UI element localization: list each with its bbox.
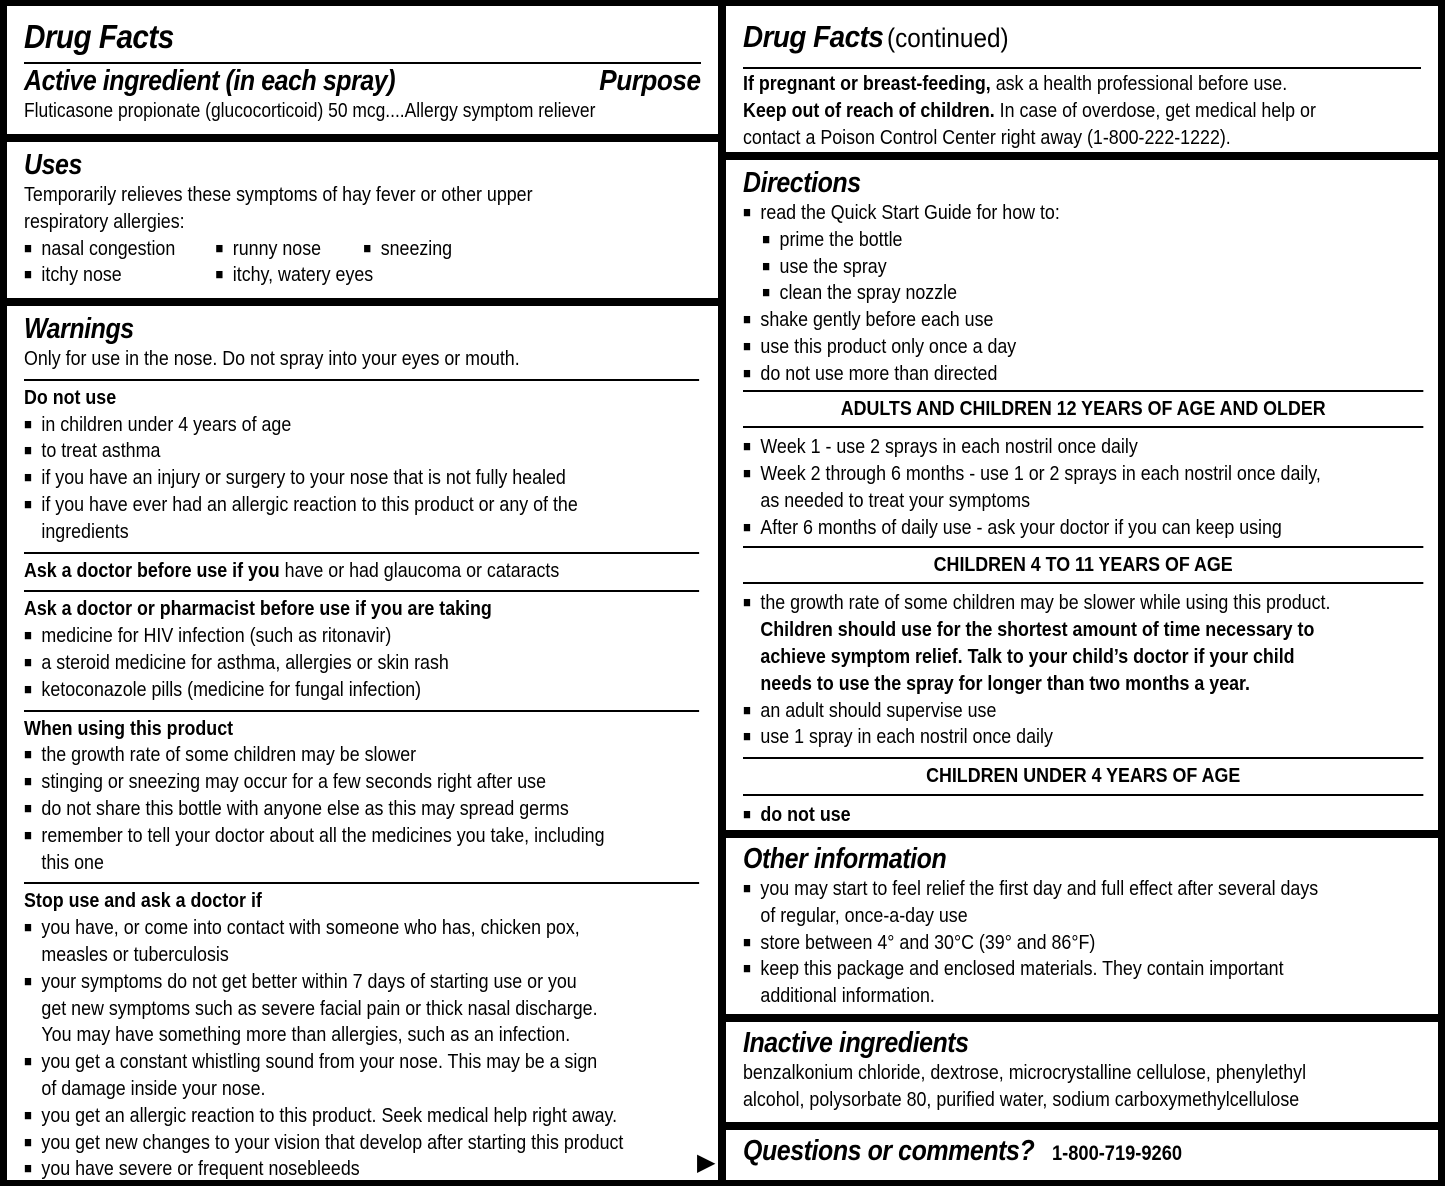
ask-doctor-bold: Ask a doctor before use if you	[24, 558, 280, 582]
ask-doctor-text: have or had glaucoma or cataracts	[279, 558, 560, 582]
drug-facts-title: Drug Facts	[24, 18, 174, 55]
uses-heading: Uses	[24, 149, 82, 181]
direction-subitem: ■ use the spray	[762, 254, 1423, 281]
poison-control-line: contact a Poison Control Center right away (1-800-222-1222).	[743, 125, 1231, 149]
adults-header	[743, 390, 1423, 429]
warning-item-continued: ingredients	[41, 519, 129, 543]
uses-panel	[7, 142, 718, 298]
symptom-item: ■ runny nose	[215, 236, 363, 263]
warning-item: ■ remember to tell your doctor about all the medicines you take, including	[24, 823, 699, 850]
under4-heading: CHILDREN UNDER 4 YEARS OF AGE	[926, 764, 1241, 788]
stop-use-section	[24, 882, 699, 1180]
other-info-item: ■ you may start to feel relief the first day and full effect after several days	[743, 876, 1423, 903]
warning-item: ■ you get an allergic reaction to this product. Seek medical help right away.	[24, 1103, 699, 1130]
inactive-ingredients-panel	[726, 1022, 1438, 1122]
warning-item: ■ if you have ever had an allergic reaction to this product or any of the	[24, 492, 699, 519]
child-dose-item: ■ use 1 spray in each nostril once daily	[743, 724, 1423, 751]
under4-item: ■ do not use	[743, 802, 1423, 829]
warning-item-continued: this one	[41, 850, 104, 874]
direction-item: ■ shake gently before each use	[743, 307, 1423, 334]
continued-title: Drug Facts	[743, 19, 884, 54]
ask-pharmacist-section	[24, 590, 699, 703]
other-info-continued: additional information.	[760, 984, 935, 1008]
child-warning-bold: needs to use the spray for longer than two months a year.	[760, 671, 1250, 695]
children-heading: CHILDREN 4 TO 11 YEARS OF AGE	[933, 552, 1233, 576]
warning-item: ■ you have, or come into contact with someone who has, chicken pox,	[24, 915, 699, 942]
purpose-heading: Purpose	[599, 65, 701, 97]
adult-dose-item: ■ Week 2 through 6 months - use 1 or 2 sprays in each nostril once daily,	[743, 461, 1423, 488]
child-dose-item: ■ the growth rate of some children may be slower while using this product.	[743, 590, 1423, 617]
continue-arrow-icon: ▶	[697, 1149, 716, 1176]
warning-item-continued: You may have something more than allergies, such as an infection.	[41, 1023, 571, 1047]
questions-heading: Questions or comments?	[743, 1135, 1035, 1167]
do-not-use-section	[24, 379, 699, 546]
child-warning-bold: achieve symptom relief. Talk to your child’s doctor if your child	[760, 644, 1295, 668]
warning-item: ■ to treat asthma	[24, 438, 699, 465]
warning-item: ■ in children under 4 years of age	[24, 412, 699, 439]
warning-item: ■ you have severe or frequent nosebleeds	[24, 1156, 699, 1180]
warning-item-continued: get new symptoms such as severe facial pain or thick nasal discharge.	[41, 996, 598, 1020]
warning-item-continued: measles or tuberculosis	[41, 942, 229, 966]
adult-dose-item: ■ Week 1 - use 2 sprays in each nostril once daily	[743, 434, 1423, 461]
directions-heading: Directions	[743, 167, 861, 199]
ask-doctor-section	[24, 552, 699, 585]
symptom-item: ■ itchy nose	[24, 262, 215, 289]
adult-dose-continued: as needed to treat your symptoms	[760, 488, 1031, 512]
warning-item: ■ medicine for HIV infection (such as ritonavir)	[24, 623, 699, 650]
ask-pharmacist-heading: Ask a doctor or pharmacist before use if you are taking	[24, 597, 492, 621]
warnings-heading: Warnings	[24, 313, 134, 345]
left-column	[7, 6, 718, 1180]
warning-item: ■ you get new changes to your vision that develop after starting this product	[24, 1130, 699, 1157]
inactive-line: benzalkonium chloride, dextrose, microcrystalline cellulose, phenylethyl	[743, 1061, 1307, 1084]
other-info-heading: Other information	[743, 843, 947, 875]
right-column	[726, 6, 1438, 1180]
warnings-intro: Only for use in the nose. Do not spray into your eyes or mouth.	[24, 347, 520, 370]
symptom-item: ■ itchy, watery eyes	[215, 262, 373, 289]
other-info-item: ■ store between 4° and 30°C (39° and 86°F)	[743, 930, 1423, 957]
children-header	[743, 546, 1423, 585]
warning-item: ■ your symptoms do not get better within 7 days of starting use or you	[24, 969, 699, 996]
when-using-heading: When using this product	[24, 716, 234, 740]
pregnant-text: ask a health professional before use.	[990, 72, 1288, 95]
under4-header	[743, 757, 1423, 796]
questions-panel	[726, 1130, 1438, 1180]
warning-item: ■ do not share this bottle with anyone else as this may spread germs	[24, 796, 699, 823]
do-not-use-heading: Do not use	[24, 385, 117, 409]
symptom-item: ■ nasal congestion	[24, 236, 215, 263]
pregnant-bold: If pregnant or breast-feeding,	[743, 72, 991, 95]
warning-item: ■ if you have an injury or surgery to your nose that is not fully healed	[24, 465, 699, 492]
direction-item: ■ use this product only once a day	[743, 334, 1423, 361]
when-using-section	[24, 710, 699, 877]
uses-intro-line1: Temporarily relieves these symptoms of hay fever or other upper	[24, 183, 533, 206]
questions-phone: 1-800-719-9260	[1051, 1142, 1182, 1165]
other-info-continued: of regular, once-a-day use	[760, 903, 968, 927]
direction-subitem: ■ clean the spray nozzle	[762, 280, 1423, 307]
child-warning-bold: Children should use for the shortest amount of time necessary to	[760, 618, 1315, 642]
warning-item: ■ stinging or sneezing may occur for a few seconds right after use	[24, 769, 699, 796]
pregnant-panel	[726, 6, 1438, 152]
uses-intro-line2: respiratory allergies:	[24, 209, 185, 233]
direction-subitem: ■ prime the bottle	[762, 227, 1423, 254]
other-info-panel	[726, 838, 1438, 1014]
symptom-item: ■ sneezing	[363, 236, 452, 263]
child-dose-item: ■ an adult should supervise use	[743, 698, 1423, 725]
warning-item: ■ ketoconazole pills (medicine for fungal infection)	[24, 677, 699, 704]
active-ingredient-panel	[7, 6, 718, 134]
adult-dose-item: ■ After 6 months of daily use - ask your doctor if you can keep using	[743, 515, 1423, 542]
warning-item: ■ the growth rate of some children may be slower	[24, 742, 699, 769]
keep-away-text: In case of overdose, get medical help or	[994, 98, 1316, 122]
other-info-item: ■ keep this package and enclosed materials. They contain important	[743, 956, 1423, 983]
active-ingredient-heading: Active ingredient (in each spray)	[24, 65, 396, 97]
direction-item: ■ do not use more than directed	[743, 361, 1423, 388]
inactive-heading: Inactive ingredients	[743, 1027, 969, 1059]
directions-panel	[726, 160, 1438, 830]
stop-use-heading: Stop use and ask a doctor if	[24, 889, 262, 913]
keep-away-bold: Keep out of reach of children.	[743, 98, 995, 122]
adults-heading: ADULTS AND CHILDREN 12 YEARS OF AGE AND OLDER	[840, 396, 1326, 420]
inactive-line: alcohol, polysorbate 80, purified water, sodium carboxymethylcellulose	[743, 1087, 1300, 1111]
warning-item-continued: of damage inside your nose.	[41, 1076, 266, 1100]
continued-suffix: (continued)	[886, 23, 1009, 53]
active-ingredient-line: Fluticasone propionate (glucocorticoid) 50 mcg....Allergy symptom reliever	[24, 99, 596, 122]
warning-item: ■ you get a constant whistling sound from your nose. This may be a sign	[24, 1049, 699, 1076]
warning-item: ■ a steroid medicine for asthma, allergies or skin rash	[24, 650, 699, 677]
warnings-panel	[7, 306, 718, 1180]
direction-item: ■ read the Quick Start Guide for how to:	[743, 200, 1423, 227]
